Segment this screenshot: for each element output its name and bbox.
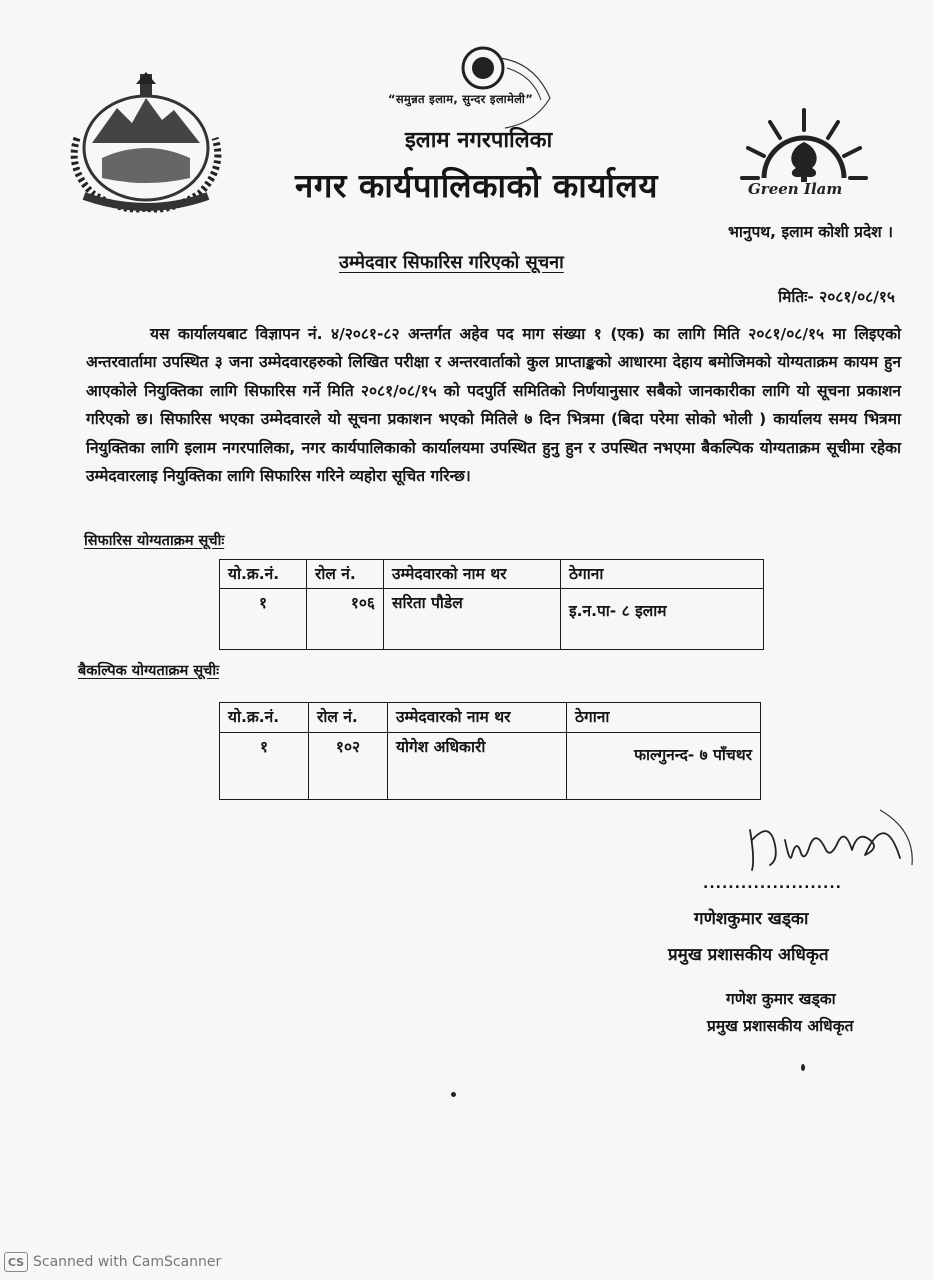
cell-serial: १: [220, 589, 307, 650]
col-address: ठेगाना: [567, 703, 761, 733]
col-serial: यो.क्र.नं.: [220, 703, 309, 733]
municipality-name: इलाम नगरपालिका: [405, 128, 553, 153]
office-address: भानुपथ, इलाम कोशी प्रदेश ।: [727, 223, 893, 241]
signatory-name: गणेशकुमार खड्का: [694, 909, 809, 929]
cell-name: सरिता पौडेल: [384, 589, 561, 650]
notice-body: यस कार्यालयबाट विज्ञापन नं. ४/२०८१-८२ अन्तर्गत अहेव पद माग संख्या १ (एक) का लागि मिति २०८१/०८/१५ मा लिइएको अन्तरवार्तामा उपस्थित ३ जना उम्मेदवारहरुको लिखित परीक्षा र अन्तरवार्ताको कुल प्राप्ताङ्कको आधारमा देहाय बमोजिमको योग्यताक्रम कायम हुन आएकोले नियुक्तिका लागि सिफारिस गर्ने मिति २०८१/०८/१५ को पदपुर्ति समितिको निर्णयानुसार सबैको जानकारीका लागि यो सूचना प्रकाशन गरिएको छ। सिफारिस भएका उम्मेदवारले यो सूचना प्रकाशन भएको मितिले ७ दिन भित्रमा (बिदा परेमा सोको भोली ) कार्यालय समय भित्रमा नियुक्तिका लागि इलाम नगरपालिका, नगर कार्यपालिकाको कार्यालयमा उपस्थित हुनु हुन र उपस्थित नभएमा बैकल्पिक योग्यताक्रम सूचीमा रहेका उम्मेदवारलाइ नियुक्तिका लागि सिफारिस गरिने व्यहोरा सूचित गरिन्छ।: [86, 325, 901, 486]
col-roll: रोल नं.: [307, 560, 384, 589]
recommended-table: [219, 559, 764, 650]
col-name: उम्मेदवारको नाम थर: [388, 703, 567, 733]
signatory-designation: प्रमुख प्रशासकीय अधिकृत: [668, 945, 829, 965]
alternate-list-title: बैकल्पिक योग्यताक्रम सूचीः: [78, 663, 220, 679]
cell-serial: १: [220, 733, 309, 800]
scanner-watermark: [4, 1252, 221, 1272]
cell-address: फाल्गुनन्द- ७ पाँचथर: [567, 733, 761, 800]
stamp-designation: प्रमुख प्रशासकीय अधिकृत: [707, 1017, 854, 1035]
watermark-text: Scanned with CamScanner: [33, 1254, 222, 1270]
nepal-emblem-logo: [62, 68, 230, 216]
cell-address: इ.न.पा- ८ इलाम: [561, 589, 764, 650]
cell-name: योगेश अधिकारी: [388, 733, 567, 800]
notice-title: उम्मेदवार सिफारिस गरिएको सूचना: [339, 252, 564, 273]
col-roll: रोल नं.: [309, 703, 388, 733]
col-serial: यो.क्र.नं.: [220, 560, 307, 589]
municipality-motto: “समुन्नत इलाम, सुन्दर इलामेली”: [388, 92, 534, 106]
notice-date: मितिः- २०८१/०८/१५: [778, 288, 895, 306]
office-title: नगर कार्यपालिकाको कार्यालय: [295, 166, 658, 205]
green-ilam-text: Green Ilam: [748, 180, 843, 198]
stamp-name: गणेश कुमार खड्का: [726, 990, 836, 1008]
scan-speck: [801, 1064, 805, 1071]
table-header-row: [220, 560, 764, 589]
table-row: [220, 733, 761, 800]
signature-line: ......................: [703, 876, 843, 892]
table-header-row: [220, 703, 761, 733]
col-name: उम्मेदवारको नाम थर: [384, 560, 561, 589]
alternate-table: [219, 702, 761, 800]
cell-roll: १०६: [307, 589, 384, 650]
municipality-seal: [455, 38, 565, 133]
recommended-list-title: सिफारिस योग्यताक्रम सूचीः: [84, 533, 225, 549]
table-row: [220, 589, 764, 650]
col-address: ठेगाना: [561, 560, 764, 589]
scan-speck: [451, 1092, 456, 1097]
camscanner-icon: CS: [4, 1252, 28, 1272]
cell-roll: १०२: [309, 733, 388, 800]
